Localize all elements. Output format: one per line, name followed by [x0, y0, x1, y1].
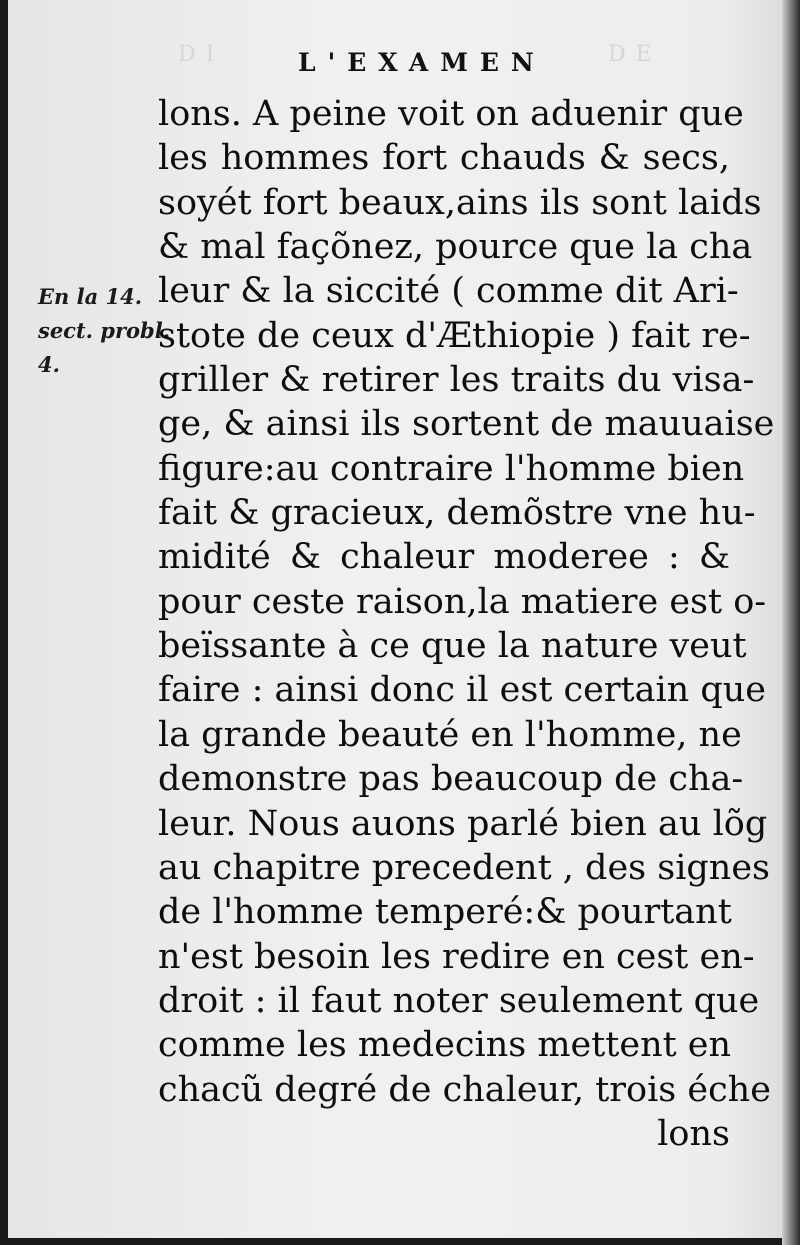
- marginal-note-line: sect. probl.: [38, 318, 171, 343]
- text-line: faire : ainsi donc il est certain que: [158, 670, 767, 711]
- running-title: L'EXAMEN: [298, 48, 546, 77]
- text-line: au chapitre precedent , des signes: [158, 847, 771, 888]
- marginal-note: [38, 280, 170, 382]
- text-line: midité & chaleur moderee : &: [158, 537, 730, 578]
- text-line: fait & gracieux, demõstre vne hu-: [158, 493, 756, 534]
- bleed-through-text-left: DI: [178, 42, 225, 67]
- page-gutter-shadow: [782, 0, 800, 1245]
- text-line: ge, & ainsi ils sortent de mauuaise: [158, 404, 775, 445]
- text-line: la grande beauté en l'homme, ne: [158, 714, 742, 755]
- text-line: beïssante à ce que la nature veut: [158, 626, 747, 667]
- body-text: [158, 92, 775, 1156]
- text-line: de l'homme temperé:& pourtant: [158, 892, 732, 933]
- text-line: stote de ceux d'Æthiopie ) fait re-: [158, 315, 751, 356]
- text-line: leur. Nous auons parlé bien au lõg: [158, 803, 768, 844]
- text-line: n'est besoin les redire en cest en-: [158, 936, 755, 977]
- text-line: demonstre pas beaucoup de cha-: [158, 759, 744, 800]
- text-line: griller & retirer les traits du visa-: [158, 360, 755, 401]
- text-line: & mal façõnez, pource que la cha: [158, 227, 753, 268]
- text-line: droit : il faut noter seulement que: [158, 980, 760, 1021]
- text-line: les hommes fort chauds & secs,: [158, 138, 730, 179]
- catchword: lons: [657, 1113, 730, 1154]
- text-line: leur & la siccité ( comme dit Ari-: [158, 271, 739, 312]
- text-line: comme les medecins mettent en: [158, 1025, 732, 1066]
- text-line: soyét fort beaux,ains ils sont laids: [158, 182, 762, 223]
- marginal-note-line: En la 14.: [38, 284, 143, 309]
- text-line: lons. A peine voit on aduenir que: [158, 94, 744, 134]
- text-line: chacũ degré de chaleur, trois éche: [158, 1069, 771, 1110]
- text-line: pour ceste raison,la matiere est o-: [158, 581, 767, 622]
- text-line: figure:au contraire l'homme bien: [158, 448, 745, 489]
- bleed-through-text-right: DE: [608, 42, 662, 67]
- marginal-note-line: 4.: [38, 352, 60, 377]
- book-page: [8, 0, 800, 1238]
